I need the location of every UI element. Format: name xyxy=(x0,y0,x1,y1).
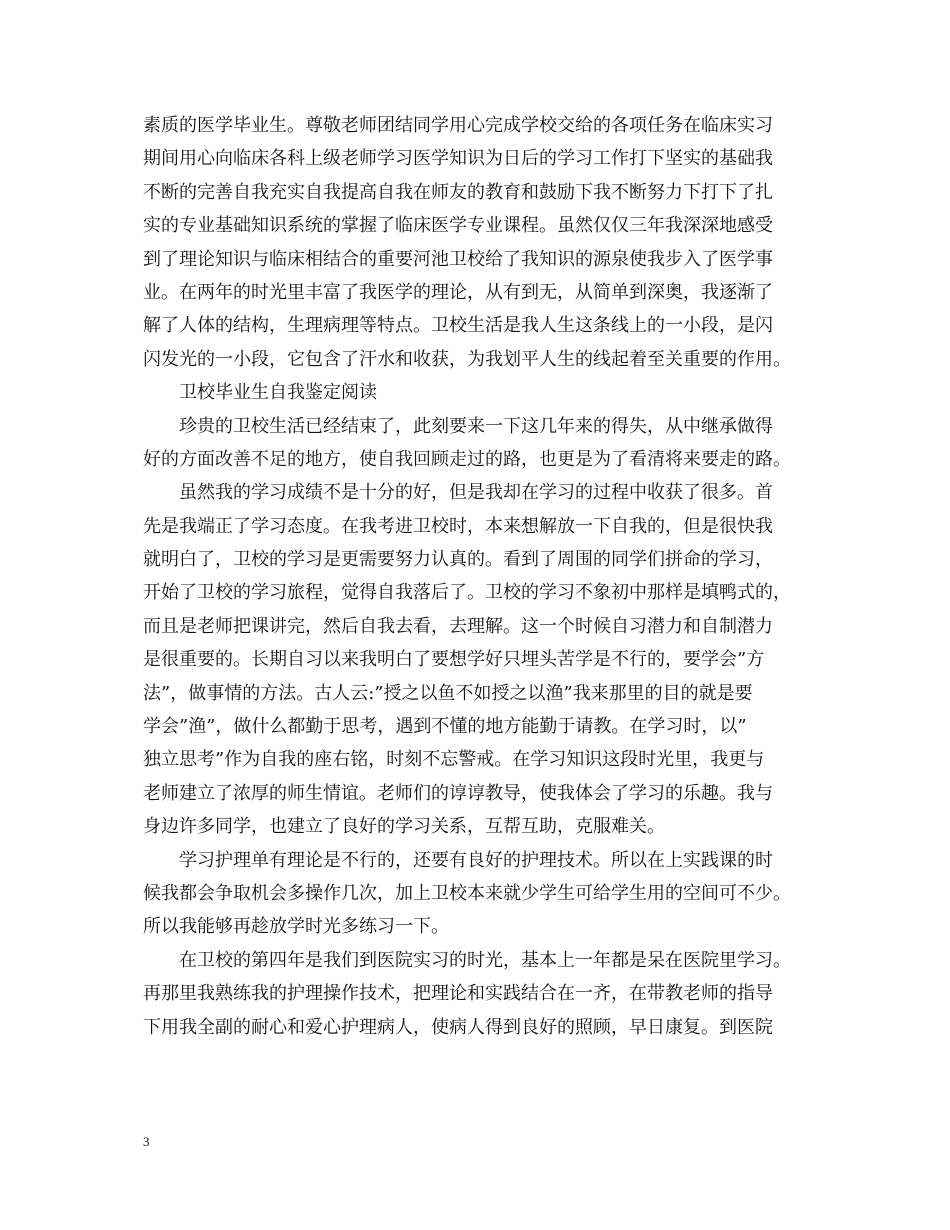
text-line: 再那里我熟练我的护理操作技术，把理论和实践结合在一齐，在带教老师的指导 xyxy=(143,983,773,1005)
section-heading: 卫校毕业生自我鉴定阅读 xyxy=(179,382,377,404)
text-line: 学习护理单有理论是不行的，还要有良好的护理技术。所以在上实践课的时 xyxy=(179,849,773,871)
text-line: 实的专业基础知识系统的掌握了临床医学专业课程。虽然仅仅三年我深深地感受 xyxy=(143,215,773,237)
text-line: 学会”渔”，做什么都勤于思考，遇到不懂的地方能勤于请教。在学习时，以” xyxy=(143,716,747,738)
text-line: 先是我端正了学习态度。在我考进卫校时，本来想解放一下自我的，但是很快我 xyxy=(143,515,773,537)
text-line: 期间用心向临床各科上级老师学习医学知识为日后的学习工作打下坚实的基础我 xyxy=(143,148,773,170)
text-line: 开始了卫校的学习旅程，觉得自我落后了。卫校的学习不象初中那样是填鸭式的， xyxy=(143,582,791,604)
text-line: 老师建立了浓厚的师生情谊。老师们的谆谆教导，使我体会了学习的乐趣。我与 xyxy=(143,782,773,804)
text-line: 闪发光的一小段，它包含了汗水和收获，为我划平人生的线起着至关重要的作用。 xyxy=(143,348,791,370)
text-line: 好的方面改善不足的地方，使自我回顾走过的路，也更是为了看清将来要走的路。 xyxy=(143,448,791,470)
text-line: 解了人体的结构，生理病理等特点。卫校生活是我人生这条线上的一小段，是闪 xyxy=(143,315,773,337)
text-line: 到了理论知识与临床相结合的重要河池卫校给了我知识的源泉使我步入了医学事 xyxy=(143,248,773,270)
text-line: 是很重要的。长期自习以来我明白了要想学好只埋头苦学是不行的，要学会”方 xyxy=(143,649,765,671)
text-line: 下用我全副的耐心和爱心护理病人，使病人得到良好的照顾，早日康复。到医院 xyxy=(143,1016,773,1038)
text-line: 珍贵的卫校生活已经结束了，此刻要来一下这几年来的得失，从中继承做得 xyxy=(179,415,773,437)
text-line: 所以我能够再趁放学时光多练习一下。 xyxy=(143,916,449,938)
text-line: 而且是老师把课讲完，然后自我去看，去理解。这一个时候自习潜力和自制潜力 xyxy=(143,615,773,637)
text-line: 业。在两年的时光里丰富了我医学的理论，从有到无，从简单到深奥，我逐渐了 xyxy=(143,281,773,303)
text-line: 虽然我的学习成绩不是十分的好，但是我却在学习的过程中收获了很多。首 xyxy=(179,482,773,504)
text-line: 不断的完善自我充实自我提高自我在师友的教育和鼓励下我不断努力下打下了扎 xyxy=(143,181,773,203)
body-text xyxy=(143,109,823,1044)
text-line: 独立思考”作为自我的座右铭，时刻不忘警戒。在学习知识这段时光里，我更与 xyxy=(143,749,765,771)
text-line: 素质的医学毕业生。尊敬老师团结同学用心完成学校交给的各项任务在临床实习 xyxy=(143,115,773,136)
text-line: 法”，做事情的方法。古人云:”授之以鱼不如授之以渔”我来那里的目的就是要 xyxy=(143,682,753,704)
text-line: 就明白了，卫校的学习是更需要努力认真的。看到了周围的同学们拼命的学习， xyxy=(143,549,773,571)
text-line: 在卫校的第四年是我们到医院实习的时光，基本上一年都是呆在医院里学习。 xyxy=(179,949,791,971)
text-line: 候我都会争取机会多操作几次，加上卫校本来就少学生可给学生用的空间可不少。 xyxy=(143,882,791,904)
page-number: 3 xyxy=(143,1134,150,1149)
text-line: 身边许多同学，也建立了良好的学习关系，互帮互助，克服难关。 xyxy=(143,816,665,838)
